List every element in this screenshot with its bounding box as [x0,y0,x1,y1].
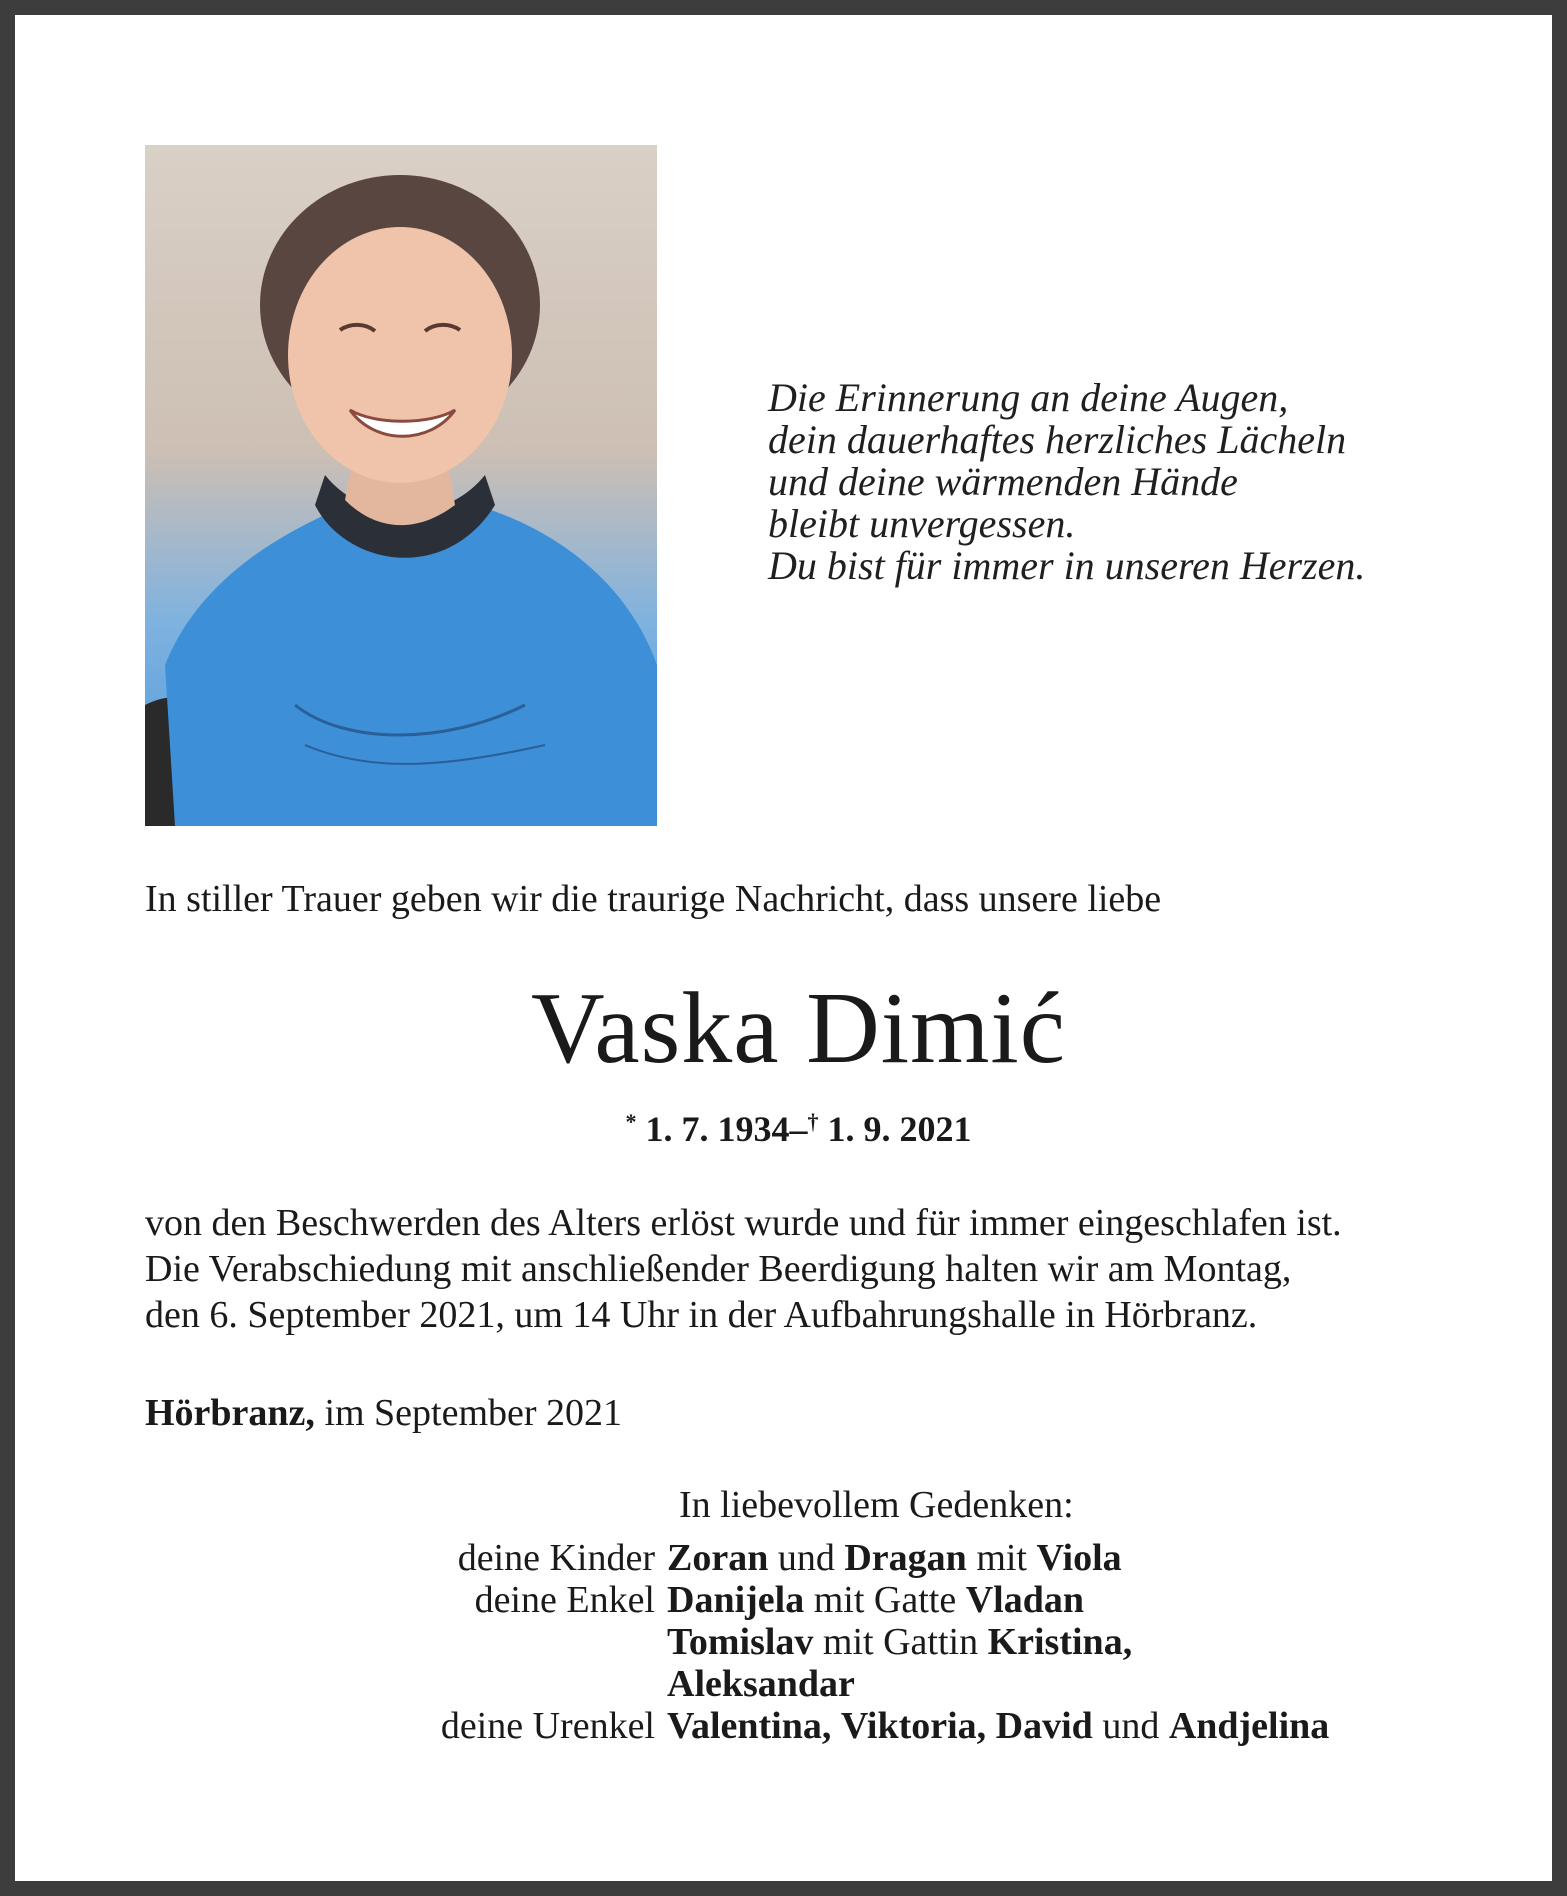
body-line: von den Beschwerden des Alters erlöst wurde und für immer eingeschlafen ist. [145,1202,1342,1244]
relation-label: deine Kinder [457,1537,655,1579]
relation-names [667,1621,1132,1663]
relation-label: deine Urenkel [440,1705,655,1747]
family-name: Valentina, [667,1705,832,1747]
family-row-kinder [315,1537,1495,1579]
connector: und [768,1537,845,1579]
memory-title: In liebevollem Gedenken: [679,1484,1074,1526]
relation-names [667,1705,1329,1747]
death-date: 1. 9. 2021 [827,1109,972,1149]
family-name: Dragan [844,1537,967,1579]
place-city: Hörbranz, [145,1392,315,1434]
relation-names [667,1663,855,1705]
quote-line: Die Erinnerung an deine Augen, [768,375,1289,420]
family-row-enkel-2 [315,1621,1495,1663]
connector: mit Gattin [813,1621,988,1663]
place-date-text: im September 2021 [314,1392,623,1434]
place-date [145,1391,622,1435]
family-row-enkel [315,1579,1495,1621]
connector: mit [966,1537,1037,1579]
relation-names [667,1537,1122,1579]
family-name: David [995,1705,1093,1747]
connector: und [1092,1705,1169,1747]
family-row-enkel-3 [315,1663,1495,1705]
family-name: Tomislav [667,1621,814,1663]
date-separator: – [789,1109,808,1149]
family-name: Aleksandar [667,1663,855,1705]
family-name: Zoran [667,1537,769,1579]
connector: mit Gatte [804,1579,966,1621]
intro-text: In stiller Trauer geben wir die traurige Nachricht, dass unsere liebe [145,878,1162,920]
family-name: Viktoria, [840,1705,987,1747]
body-line: den 6. September 2021, um 14 Uhr in der Aufbahrungshalle in Hörbranz. [145,1294,1258,1336]
birth-symbol: * [625,1109,637,1134]
connector [986,1705,996,1747]
birth-date: 1. 7. 1934 [645,1109,790,1149]
life-dates [15,1108,1567,1150]
quote-line: und deine wärmenden Hände [768,459,1238,504]
family-row-urenkel [315,1705,1495,1747]
relation-label: deine Enkel [474,1579,655,1621]
relation-names [667,1579,1084,1621]
family-name: Danijela [667,1579,805,1621]
family-name: Andjelina [1168,1705,1330,1747]
quote-line: bleibt unvergessen. [768,501,1076,546]
family-list [315,1537,1495,1747]
announcement-body [145,1200,1475,1338]
family-name: Vladan [965,1579,1084,1621]
deceased-name: Vaska Dimić [530,972,1067,1085]
body-line: Die Verabschiedung mit anschließender Beerdigung halten wir am Montag, [145,1248,1292,1290]
portrait-photo [145,145,657,826]
quote-line: dein dauerhaftes herzliches Lächeln [768,417,1347,462]
quote-line: Du bist für immer in unseren Herzen. [768,543,1366,588]
family-name: Viola [1036,1537,1122,1579]
family-name: Kristina, [987,1621,1133,1663]
death-symbol: † [807,1109,819,1134]
memorial-quote [768,377,1408,587]
connector [831,1705,841,1747]
